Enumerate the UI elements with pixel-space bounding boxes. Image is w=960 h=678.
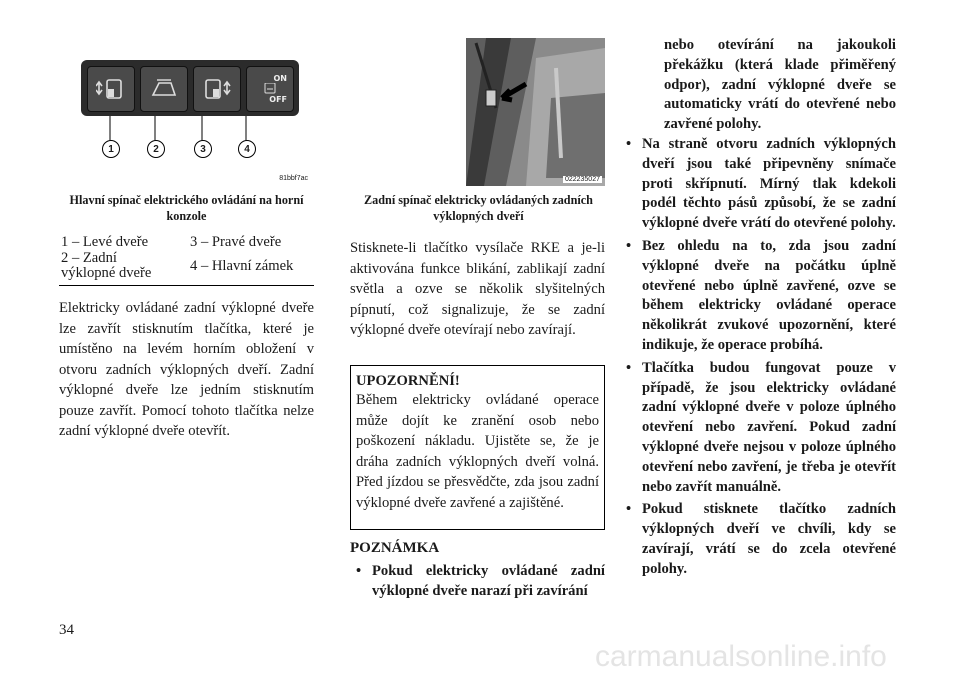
warning-box: [350, 365, 605, 530]
right-bullet-list: [620, 135, 896, 580]
legend-rule: [59, 285, 314, 286]
bullet-text: Pokud stisknete tlačítko zadních výklopných dveří ve chvíli, kdy se zavírají, vrátí se do zcela otevřené polohy.: [642, 501, 896, 577]
bullet-text: Bez ohledu na to, zda jsou zadní výklopné dveře na počátku úplně otevřené nebo úplně zavřené, ozve se během elektricky ovládané operace několikrát zvukové upozornění, které indikuje, že operace probíhá.: [642, 237, 896, 353]
callout-3: 3: [194, 140, 212, 158]
callout-4: 4: [238, 140, 256, 158]
legend-item-2: 2 – Zadní výklopné dveře: [61, 250, 152, 281]
figure1-caption: Hlavní spínač elektrického ovládání na horní konzole: [69, 193, 304, 223]
legend-item-1: 1 – Levé dveře: [61, 234, 149, 250]
legend-item-3: 3 – Pravé dveře: [190, 234, 282, 250]
figure-id: 81bbf7ac: [279, 175, 308, 182]
list-item: • Pokud elektricky ovládané zadní výklopné dveře narazí při zavírání: [356, 563, 605, 599]
legend-item-4: 4 – Hlavní zámek: [190, 258, 294, 274]
bullet-text: Na straně otvoru zadních výklopných dveří jsou také připevněny snímače proti skřípnutí. Mírný tlak kdekoli podél těchto pásů způsobí, že se zadní výklopné dveře vrátí do otevřené polohy.: [642, 136, 896, 232]
figure2-caption: Zadní spínač elektricky ovládaných zadních výklopných dveří: [364, 193, 593, 223]
note-bullet-1: Pokud elektricky ovládané zadní výklopné dveře narazí při zavírání: [372, 563, 605, 599]
list-item: • Tlačítka budou fungovat pouze v případě, že jsou elektricky ovládané zadní výklopné dveře v poloze úplného otevření nebo zavření. Pokud zadní výklopné dveře nejsou v poloze úplného otevření nebo zavření, je třeba je otevřít nebo zavřít manuálně.: [626, 359, 896, 495]
warning-title: UPOZORNĚNÍ!: [356, 373, 460, 389]
liftgate-button-photo: [466, 38, 605, 186]
console-switch-figure: [59, 38, 314, 186]
watermark: carmanualsonline.info: [595, 640, 887, 673]
list-item: • Bez ohledu na to, zda jsou zadní výklopné dveře na počátku úplně otevřené nebo úplně zavřené, ozve se během elektricky ovládané operace několikrát zvukové upozornění, které indikuje, že operace probíhá.: [626, 237, 896, 353]
switch-off-label: OFF: [269, 95, 287, 104]
page-number: 34: [59, 622, 74, 638]
list-item: • Na straně otvoru zadních výklopných dveří jsou také připevněny snímače proti skřípnutí. Mírný tlak kdekoli podél těchto pásů způsobí, že se zadní výklopné dveře vrátí do otevřené polohy.: [626, 136, 896, 232]
callout-2: 2: [147, 140, 165, 158]
warning-text: Během elektricky ovládané operace může dojít ke zranění osob nebo poškození nákladu. Ujistěte se, že je dráha zadních výklopných dveří volná. Před jízdou se přesvědčte, zda jsou zadní výklopné dveře zavřené a zajištěné.: [356, 392, 599, 511]
left-paragraph: Elektricky ovládané zadní výklopné dveře lze zavřít stisknutím tlačítka, které je umístěno na levém horním obložení v otvoru zadních výklopných dveří. Zadní výklopné dveře lze jedním stisknutím pouze zavřít. Pomocí tohoto tlačítka nelze zadní výklopné dveře otevřít.: [59, 300, 314, 439]
callout-1: 1: [102, 140, 120, 158]
list-item: • Pokud stisknete tlačítko zadních výklopných dveří ve chvíli, kdy se zavírají, vrátí se do zcela otevřené polohy.: [626, 501, 896, 577]
callout-lines: [59, 38, 314, 186]
middle-paragraph: Stisknete-li tlačítko vysílače RKE a je-li aktivována funkce blikání, zablikají zadní světla a ozve se několik slyšitelných pípnutí, což signalizuje, že se zadní výklopné dveře otevírají nebo zavírají.: [350, 240, 605, 338]
note-title: POZNÁMKA: [350, 540, 440, 556]
figure-id: 022235027: [564, 176, 600, 183]
switch-on-label: ON: [273, 74, 287, 83]
note-list: [350, 562, 605, 602]
bullet-text: Tlačítka budou fungovat pouze v případě, že jsou elektricky ovládané zadní výklopné dveře v poloze úplného otevření nebo zavření. Pokud zadní výklopné dveře nejsou v poloze úplného otevření nebo zavření, je třeba je otevřít nebo zavřít manuálně.: [642, 359, 896, 495]
right-continuation: nebo otevírání na jakoukoli překážku (která klade přiměřený odpor), zadní výklopné dveře se automaticky vrátí do otevřené nebo zavřené polohy.: [664, 37, 896, 133]
liftgate-interior-illustration: [466, 38, 605, 186]
